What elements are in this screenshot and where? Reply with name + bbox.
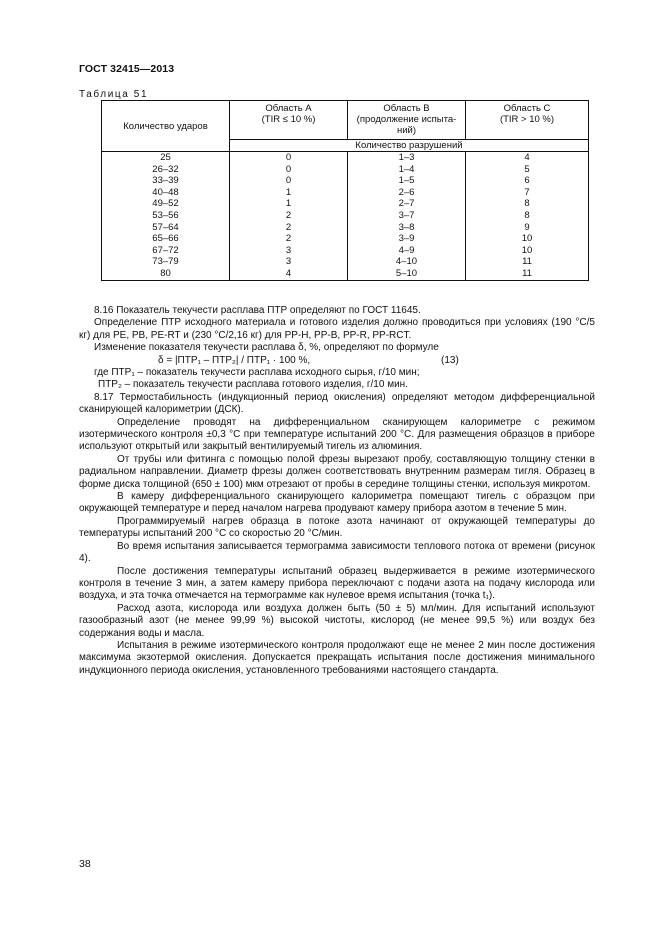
paragraph-8-17: 8.17 Термостабильность (индукционный период окисления) определяют методом дифференциальной сканирующей калориметрии (ДСК). (79, 391, 595, 416)
table-row (102, 210, 589, 222)
paragraph-formula-intro: Изменение показателя текучести расплава δ, %, определяют по формуле (94, 342, 439, 354)
cell-region-a: 4 (230, 268, 348, 280)
cell-region-c: 4 (466, 152, 589, 164)
cell-region-c: 10 (466, 245, 589, 257)
header-region-c: Область C (TIR > 10 %) (466, 101, 589, 140)
cell-strikes: 67–72 (102, 245, 230, 257)
cell-region-a: 3 (230, 256, 348, 268)
header-region-b: Область B (продолжение испыта- ний) (348, 101, 466, 140)
cell-region-a: 2 (230, 222, 348, 234)
header-strikes: Количество ударов (102, 101, 230, 152)
cell-region-a: 0 (230, 152, 348, 164)
cell-strikes: 53–56 (102, 210, 230, 222)
cell-region-a: 1 (230, 187, 348, 199)
cell-region-b: 4–9 (348, 245, 466, 257)
cell-strikes: 33–39 (102, 175, 230, 187)
table-row (102, 152, 589, 164)
cell-strikes: 65–66 (102, 233, 230, 245)
table-caption: Таблица 51 (79, 89, 149, 100)
paragraph-heating: Программируемый нагрев образца в потоке азота начинают от окружающей температуры до температуры испытаний 200 °С со скоростью 20 °С/мин. (79, 515, 595, 540)
cell-region-b: 4–10 (348, 256, 466, 268)
cell-region-b: 3–9 (348, 233, 466, 245)
cell-strikes: 73–79 (102, 256, 230, 268)
cell-strikes: 80 (102, 268, 230, 280)
cell-strikes: 25 (102, 152, 230, 164)
paragraph-thermogram: Во время испытания записывается термограмма зависимости теплового потока от времени (рисунок 4). (79, 540, 595, 565)
cell-region-b: 1–5 (348, 175, 466, 187)
cell-strikes: 40–48 (102, 187, 230, 199)
table-row (102, 256, 589, 268)
cell-region-a: 0 (230, 164, 348, 176)
cell-region-b: 2–6 (348, 187, 466, 199)
body-text (79, 305, 595, 677)
cell-region-a: 2 (230, 210, 348, 222)
header-failures: Количество разрушений (230, 140, 589, 152)
table-row (102, 268, 589, 280)
table-row (102, 164, 589, 176)
table-row (102, 245, 589, 257)
cell-region-b: 3–8 (348, 222, 466, 234)
document-header: ГОСТ 32415—2013 (79, 63, 175, 75)
cell-region-c: 6 (466, 175, 589, 187)
cell-region-b: 5–10 (348, 268, 466, 280)
formula-number: (13) (441, 354, 459, 366)
cell-region-b: 1–3 (348, 152, 466, 164)
table-row (102, 175, 589, 187)
paragraph-gas-flow: Расход азота, кислорода или воздуха должен быть (50 ± 5) мл/мин. Для испытаний используют газообразный азот (не менее 99,99 %) высокой чистоты, кислород (не менее 99,5 %) или воздух без содержания воды и масла. (79, 602, 595, 639)
table-row (102, 198, 589, 210)
cell-region-c: 9 (466, 222, 589, 234)
cell-region-a: 0 (230, 175, 348, 187)
cell-region-c: 8 (466, 198, 589, 210)
cell-region-c: 7 (466, 187, 589, 199)
cell-region-b: 3–7 (348, 210, 466, 222)
cell-region-b: 2–7 (348, 198, 466, 210)
table-row (102, 187, 589, 199)
cell-strikes: 49–52 (102, 198, 230, 210)
cell-region-c: 5 (466, 164, 589, 176)
formula-13 (79, 355, 595, 367)
table-body (102, 152, 589, 281)
formula-expression: δ = |ПТР₁ – ПТР₂| / ПТР₁ · 100 %, (158, 354, 311, 366)
table-row (102, 222, 589, 234)
cell-region-a: 3 (230, 245, 348, 257)
cell-region-c: 8 (466, 210, 589, 222)
paragraph-isothermal: После достижения температуры испытаний образец выдерживается в режиме изотермического контроля в течение 3 мин, а затем камеру прибора переключают с подачи азота на подачу кислорода или воздуха, и эта точка отмечается на термограмме как нулевое время испытания (точка t₁). (79, 565, 595, 602)
cell-region-a: 2 (230, 233, 348, 245)
paragraph-where-1: где ПТР₁ – показатель текучести расплава исходного сырья, г/10 мин; (94, 367, 420, 379)
paragraph-dsc-setup: Определение проводят на дифференциальном сканирующем калориметре с режимом изотермического контроля ±0,3 °С при температуре испытаний 200 °С. Для размещения образцов в приборе используют открытый или закрытый вентилируемый тигель из алюминия. (79, 416, 595, 453)
page-number: 38 (79, 858, 91, 870)
cell-region-a: 1 (230, 198, 348, 210)
cell-strikes: 57–64 (102, 222, 230, 234)
paragraph-sample-cut: От трубы или фитинга с помощью полой фрезы вырезают пробу, составляющую толщину стенки в радиальном направлении. Диаметр фрезы должен соответствовать внутренним размерам тигля. Образец в форме диска толщиной (650 ± 100) мкм отрезают от пробы в середине толщины стенки, используя микротом. (79, 453, 595, 490)
paragraph-where-2: ПТР₂ – показатель текучести расплава готового изделия, г/10 мин. (98, 379, 408, 391)
cell-region-b: 1–4 (348, 164, 466, 176)
results-table (101, 100, 589, 281)
paragraph-mfr-conditions: Определение ПТР исходного материала и готового изделия должно проводиться при условиях (190 °С/5 кг) для PE, PB, PE-RT и (230 °С/2,16 кг) для PP-H, PP-B, PP-R, PP-RCT. (79, 317, 595, 341)
paragraph-test-end: Испытания в режиме изотермического контроля продолжают еще не менее 2 мин после достижения максимума экзотермой окисления. Допускается прекращать испытания после достижения минимального индукционного периода окисления, установленного требованиями настоящего стандарта. (79, 639, 595, 676)
cell-region-c: 11 (466, 256, 589, 268)
cell-strikes: 26–32 (102, 164, 230, 176)
paragraph-8-16: 8.16 Показатель текучести расплава ПТР определяют по ГОСТ 11645. (94, 305, 421, 316)
header-region-a: Область A (TIR ≤ 10 %) (230, 101, 348, 140)
cell-region-c: 11 (466, 268, 589, 280)
table-row (102, 233, 589, 245)
cell-region-c: 10 (466, 233, 589, 245)
paragraph-purge: В камеру дифференциального сканирующего калориметра помещают тигель с образцом при окружающей температуре и перед началом нагрева продувают камеру прибора азотом в течение 5 мин. (79, 491, 595, 515)
